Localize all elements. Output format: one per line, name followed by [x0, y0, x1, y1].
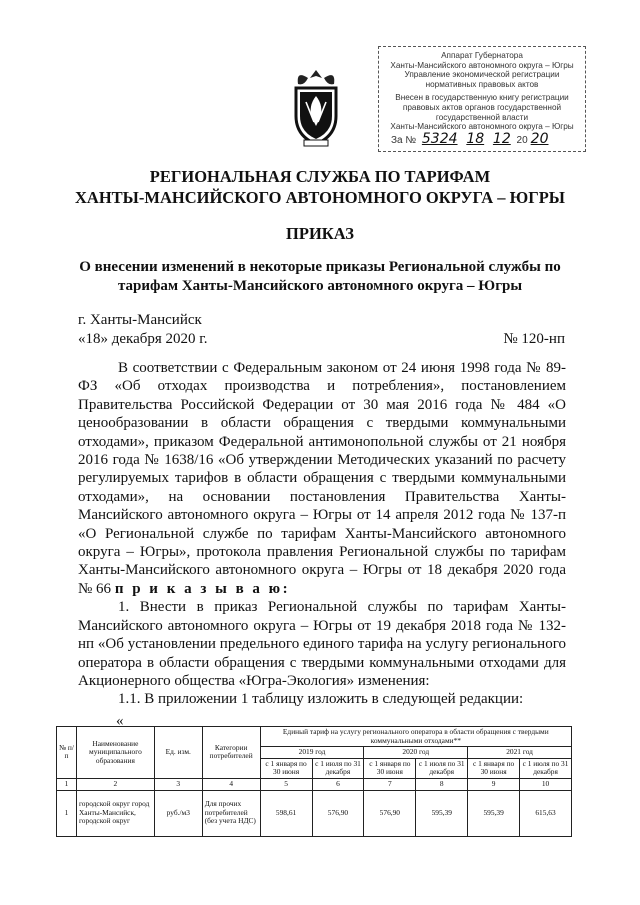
- order-number: № 120-нп: [503, 331, 565, 347]
- municipality-cell: городской округ город Ханты-Мансийск, городской округ: [76, 790, 154, 836]
- column-number-cell: 4: [202, 778, 260, 790]
- tariff-value-cell: 598,61: [260, 790, 312, 836]
- header-cell-period: с 1 июля по 31 декабря: [312, 758, 364, 778]
- place-of-issue: г. Ханты-Мансийск: [78, 312, 202, 328]
- registration-stamp: [378, 46, 586, 152]
- column-number-cell: 5: [260, 778, 312, 790]
- tariff-value-cell: 576,90: [312, 790, 364, 836]
- stamp-reg-day: 18: [466, 131, 485, 147]
- stamp-line: Аппарат Губернатора: [441, 51, 523, 60]
- stamp-reg-prefix: За №: [391, 135, 417, 146]
- coat-of-arms-emblem: [286, 66, 346, 152]
- order-subject-line: О внесении изменений в некоторые приказы Региональной службы по: [79, 259, 561, 275]
- clause-1-1-paragraph: 1.1. В приложении 1 таблицу изложить в следующей редакции:: [118, 691, 524, 708]
- tariff-value-cell: 576,90: [364, 790, 416, 836]
- table-row: [57, 790, 572, 836]
- column-number-cell: 3: [154, 778, 202, 790]
- header-cell-unit: Ед. изм.: [154, 727, 202, 779]
- stamp-registration-number: [391, 131, 551, 147]
- stamp-reg-year-hand: 20: [530, 131, 549, 147]
- organization-title-line: ХАНТЫ-МАНСИЙСКОГО АВТОНОМНОГО ОКРУГА – ЮГРЫ: [75, 188, 565, 207]
- order-date: «18» декабря 2020 г.: [78, 331, 208, 347]
- table-column-number-row: [57, 778, 572, 790]
- header-cell-period: с 1 июля по 31 декабря: [416, 758, 468, 778]
- column-number-cell: 9: [468, 778, 520, 790]
- header-cell-period: с 1 января по 30 июня: [364, 758, 416, 778]
- organization-title: [0, 166, 640, 208]
- category-cell: Для прочих потребителей (без учета НДС): [202, 790, 260, 836]
- header-cell-period: с 1 июля по 31 декабря: [520, 758, 572, 778]
- header-cell-period: с 1 января по 30 июня: [468, 758, 520, 778]
- clause-1-paragraph: 1. Внести в приказ Региональной службы по тарифам Ханты-Мансийского автономного округа – Югры от 19 декабря 2018 года № 132-нп «Об установлении предельного единого тарифа на услугу регионального оператора в области обращения с твердыми коммунальными отходами для Акционерного общества «Югра-Экология» изменения:: [78, 599, 566, 689]
- stamp-line: государственной власти: [435, 112, 529, 122]
- tariff-value-cell: 595,39: [468, 790, 520, 836]
- stamp-reg-number: 5324: [421, 131, 458, 147]
- column-number-cell: 7: [364, 778, 416, 790]
- document-type: ПРИКАЗ: [286, 224, 354, 243]
- column-number-cell: 1: [57, 778, 77, 790]
- unit-cell: руб./м3: [154, 790, 202, 836]
- column-number-cell: 2: [76, 778, 154, 790]
- order-subject-line: тарифам Ханты-Мансийского автономного округа – Югры: [117, 278, 523, 294]
- order-keyword: п р и к а з ы в а ю: [114, 580, 283, 597]
- opening-quote: «: [116, 713, 124, 729]
- order-keyword-colon: :: [282, 580, 291, 597]
- tariff-value-cell: 595,39: [416, 790, 468, 836]
- preamble-text: В соответствии с Федеральным законом от 24 июня 1998 года № 89-ФЗ «Об отходах производства и потребления», постановлением Правительства Российской Федерации от 30 мая 2016 года № 484 «О ценообразовании в области обращения с твердыми коммунальными отходами», приказом Федеральной антимонопольной службы от 21 ноября 2016 года № 1638/16 «Об утверждении Методических указаний по расчету регулируемых тарифов в области обращения с твердыми коммунальными отходами», на основании постановления Правительства Ханты-Мансийского автономного округа – Югры от 14 апреля 2012 года № 137-п «О Региональной службе по тарифам Ханты-Мансийского автономного округа – Югры», протокола правления Региональной службы по тарифам Ханты-Мансийского автономного округа – Югры от 18 декабря 2020 года № 66: [78, 360, 566, 597]
- row-number-cell: 1: [57, 790, 77, 836]
- stamp-line: Ханты-Мансийского автономного округа – Югры: [390, 122, 574, 132]
- tariff-value-cell: 615,63: [520, 790, 572, 836]
- organization-title-line: РЕГИОНАЛЬНАЯ СЛУЖБА ПО ТАРИФАМ: [149, 167, 491, 186]
- header-cell-year: 2020 год: [364, 747, 468, 759]
- stamp-reg-month: 12: [492, 131, 511, 147]
- order-body: [78, 359, 566, 709]
- stamp-line: Управление экономической регистрации: [404, 70, 560, 80]
- header-cell-year: 2021 год: [468, 747, 572, 759]
- stamp-line: Ханты-Мансийского автономного округа – Югры: [390, 60, 574, 70]
- order-subject: [0, 258, 640, 296]
- column-number-cell: 6: [312, 778, 364, 790]
- stamp-line: нормативных правовых актов: [425, 79, 539, 89]
- header-cell-municipality: Наименование муниципального образования: [76, 727, 154, 779]
- header-cell-tariff: Единый тариф на услугу регионального оператора в области обращения с твердыми коммунальными отходами**: [260, 727, 571, 747]
- header-cell-number: № п/п: [57, 727, 77, 779]
- column-number-cell: 8: [416, 778, 468, 790]
- stamp-line: правовых актов органов государственной: [402, 102, 562, 112]
- header-cell-category: Категории потребителей: [202, 727, 260, 779]
- stamp-line: Внесен в государственную книгу регистрации: [395, 93, 569, 103]
- tariff-table: [56, 726, 572, 837]
- table-header-row: [57, 727, 572, 747]
- preamble-paragraph: [78, 359, 566, 598]
- header-cell-period: с 1 января по 30 июня: [260, 758, 312, 778]
- column-number-cell: 10: [520, 778, 572, 790]
- header-cell-year: 2019 год: [260, 747, 364, 759]
- stamp-reg-year: 20: [516, 135, 528, 146]
